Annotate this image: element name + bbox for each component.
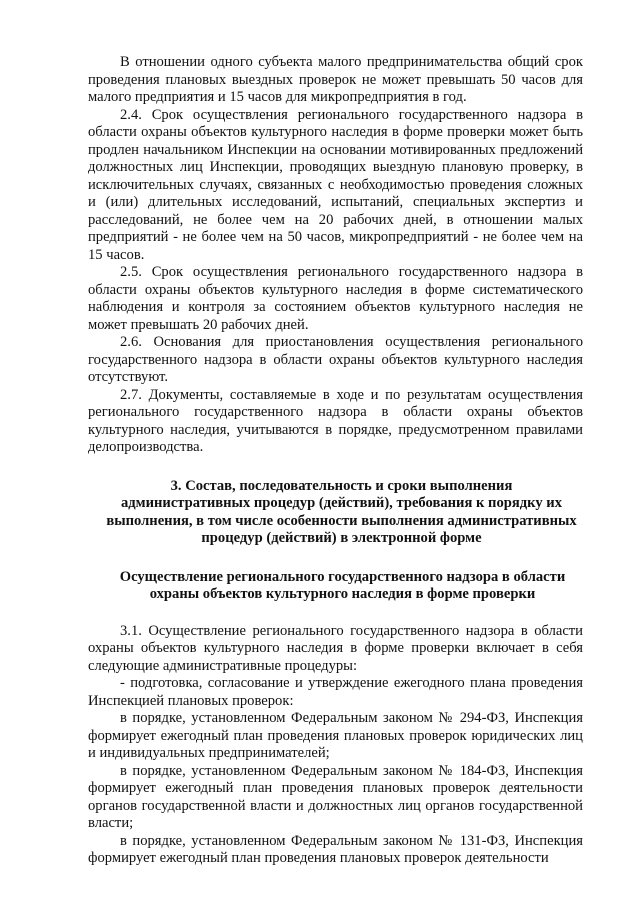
paragraph-2-4: 2.4. Срок осуществления регионального государственного надзора в области охраны объектов культурного наследия в форме проверки может быть продлен начальником Инспекции на основании мотивированных предложений должностных лиц Инспекции, проводящих выездную плановую проверку, в исключительных случаях, связанных с необходимостью проведения сложных и (или) длительных исследований, испытаний, специальных экспертиз и расследований, не более чем на 20 рабочих дней, в отношении малых предприятий - не более чем на 50 часов, микропредприятий - не более чем на 15 часов. xyxy=(88,106,583,263)
paragraph-294-fz: в порядке, установленном Федеральным законом № 294-ФЗ, Инспекция формирует ежегодный план проведения плановых проверок юридических лиц и индивидуальных предпринимателей; xyxy=(88,710,583,761)
list-item-plan-preparation: - подготовка, согласование и утверждение ежегодного плана проведения Инспекцией плановых проверок: xyxy=(88,675,583,709)
paragraph-small-business-limit: В отношении одного субъекта малого предпринимательства общий срок проведения плановых выездных проверок не может превышать 50 часов для малого предприятия и 15 часов для микропредприятия в год. xyxy=(88,54,583,105)
paragraph-131-fz: в порядке, установленном Федеральным законом № 131-ФЗ, Инспекция формирует ежегодный план проведения плановых проверок деятельности xyxy=(88,832,583,866)
sub-heading: Осуществление регионального государственного надзора в области охраны объектов культурного наследия в форме проверки xyxy=(119,568,566,602)
section-heading: 3. Состав, последовательность и сроки выполнения административных процедур (действий), требования к порядку их выполнения, в том числе особенности выполнения административных процедур (действий) в электронной форме xyxy=(106,477,577,546)
paragraph-3-1: 3.1. Осуществление регионального государственного надзора в области охраны объектов культурного наследия в форме проверки включает в себя следующие административные процедуры: xyxy=(88,622,583,674)
paragraph-184-fz: в порядке, установленном Федеральным законом № 184-ФЗ, Инспекция формирует ежегодный план проведения плановых проверок деятельности органов государственной власти и должностных лиц органов государственной власти; xyxy=(88,762,583,831)
paragraph-2-7: 2.7. Документы, составляемые в ходе и по результатам осуществления регионального государственного надзора в области охраны объектов культурного наследия, учитываются в порядке, предусмотренном правилами делопроизводства. xyxy=(88,386,583,455)
paragraph-2-6: 2.6. Основания для приостановления осуществления регионального государственного надзора в области охраны объектов культурного наследия отсутствуют. xyxy=(88,334,583,385)
document-page xyxy=(88,54,583,868)
paragraph-2-5: 2.5. Срок осуществления регионального государственного надзора в области охраны объектов культурного наследия в форме систематического наблюдения и контроля за состоянием объектов культурного наследия не может превышать 20 рабочих дней. xyxy=(88,264,583,333)
